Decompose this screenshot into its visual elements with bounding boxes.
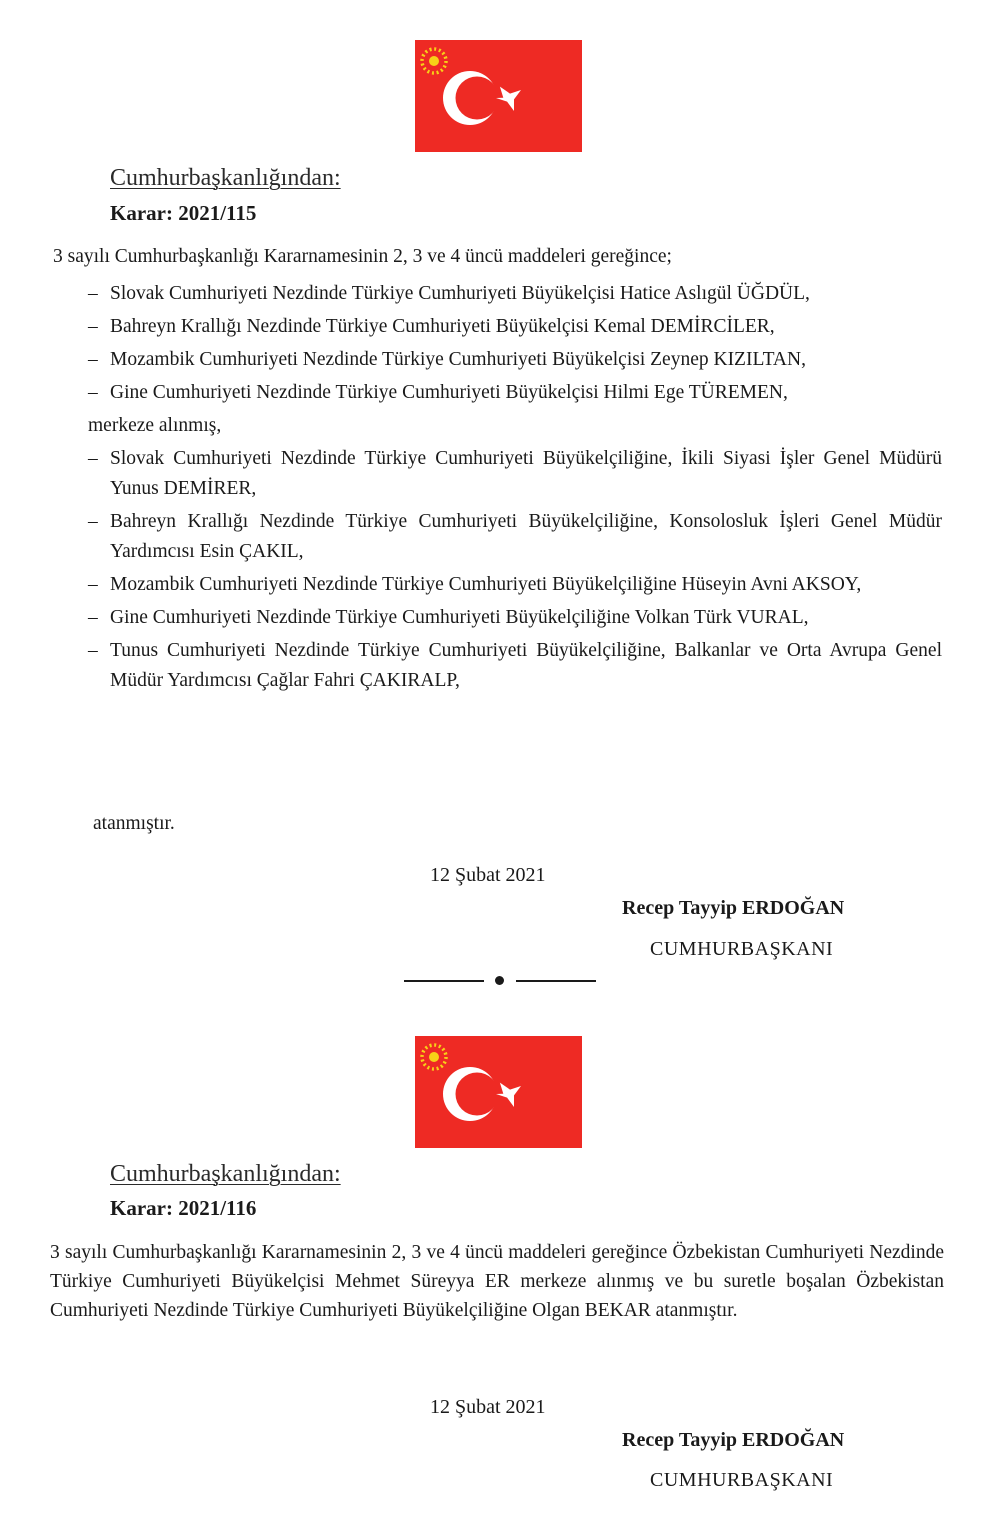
presidential-flag-image — [415, 1036, 582, 1148]
decision-number: Karar: 2021/115 — [110, 201, 257, 225]
issuing-authority: Cumhurbaşkanlığından: — [110, 1161, 341, 1187]
dash-bullet: – — [88, 574, 98, 595]
decree-date: 12 Şubat 2021 — [430, 864, 546, 886]
dash-bullet: – — [88, 382, 98, 403]
separator-line — [404, 980, 484, 982]
decree-item-list — [88, 279, 942, 699]
decision-number: Karar: 2021/116 — [110, 1196, 257, 1220]
dash-bullet: – — [88, 511, 98, 532]
decree-body: 3 sayılı Cumhurbaşkanlığı Kararnamesinin 2, 3 ve 4 üncü maddeleri gereğince Özbekistan Cumhuriyeti Nezdinde Türkiye Cumhuriyeti Büyükelçisi Mehmet Süreyya ER merkeze alınmış ve bu suretle boşalan Özbekistan Cumhuriyeti Nezdinde Türkiye Cumhuriyeti Büyükelçiliğine Olgan BEKAR atanmıştır. — [50, 1242, 944, 1321]
list-item: – Bahreyn Krallığı Nezdinde Türkiye Cumhuriyeti Büyükelçiliğine, Konsolosluk İşleri Genel Müdür Yardımcısı Esin ÇAKIL, — [88, 507, 942, 567]
dash-bullet: – — [88, 349, 98, 370]
list-item: – Mozambik Cumhuriyeti Nezdinde Türkiye Cumhuriyeti Büyükelçiliğine Hüseyin Avni AKSOY, — [88, 570, 942, 600]
list-item: – Slovak Cumhuriyeti Nezdinde Türkiye Cumhuriyeti Büyükelçiliğine, İkili Siyasi İşler Genel Müdürü Yunus DEMİRER, — [88, 444, 942, 504]
flag-field — [415, 1036, 582, 1148]
issuing-authority: Cumhurbaşkanlığından: — [110, 165, 341, 191]
section-separator — [402, 968, 598, 988]
decree-intro: 3 sayılı Cumhurbaşkanlığı Kararnamesinin 2, 3 ve 4 üncü maddeleri gereğince; — [53, 246, 672, 267]
list-connector-text: merkeze alınmış, — [88, 415, 222, 436]
dash-bullet: – — [88, 640, 98, 661]
list-item: – Mozambik Cumhuriyeti Nezdinde Türkiye Cumhuriyeti Büyükelçisi Zeynep KIZILTAN, — [88, 345, 942, 375]
separator-dot — [495, 976, 504, 985]
signer-name: Recep Tayyip ERDOĞAN — [622, 897, 845, 919]
dash-bullet: – — [88, 448, 98, 469]
list-item: – Gine Cumhuriyeti Nezdinde Türkiye Cumhuriyeti Büyükelçisi Hilmi Ege TÜREMEN, — [88, 378, 942, 408]
flag-field — [415, 40, 582, 152]
decree-date: 12 Şubat 2021 — [430, 1396, 546, 1418]
dash-bullet: – — [88, 283, 98, 304]
presidential-flag-image — [415, 40, 582, 152]
signer-name: Recep Tayyip ERDOĞAN — [622, 1429, 845, 1451]
dash-bullet: – — [88, 316, 98, 337]
dash-bullet: – — [88, 607, 98, 628]
list-item: – Bahreyn Krallığı Nezdinde Türkiye Cumhuriyeti Büyükelçisi Kemal DEMİRCİLER, — [88, 312, 942, 342]
decree-outro: atanmıştır. — [93, 813, 175, 834]
signer-title: CUMHURBAŞKANI — [650, 1469, 834, 1491]
list-item: – Slovak Cumhuriyeti Nezdinde Türkiye Cumhuriyeti Büyükelçisi Hatice Aslıgül ÜĞDÜL, — [88, 279, 942, 309]
separator-line — [516, 980, 596, 982]
list-item: – Tunus Cumhuriyeti Nezdinde Türkiye Cumhuriyeti Büyükelçiliğine, Balkanlar ve Orta Avrupa Genel Müdür Yardımcısı Çağlar Fahri ÇAKIRALP, — [88, 636, 942, 696]
list-item: – Gine Cumhuriyeti Nezdinde Türkiye Cumhuriyeti Büyükelçiliğine Volkan Türk VURAL, — [88, 603, 942, 633]
signer-title: CUMHURBAŞKANI — [650, 938, 834, 960]
